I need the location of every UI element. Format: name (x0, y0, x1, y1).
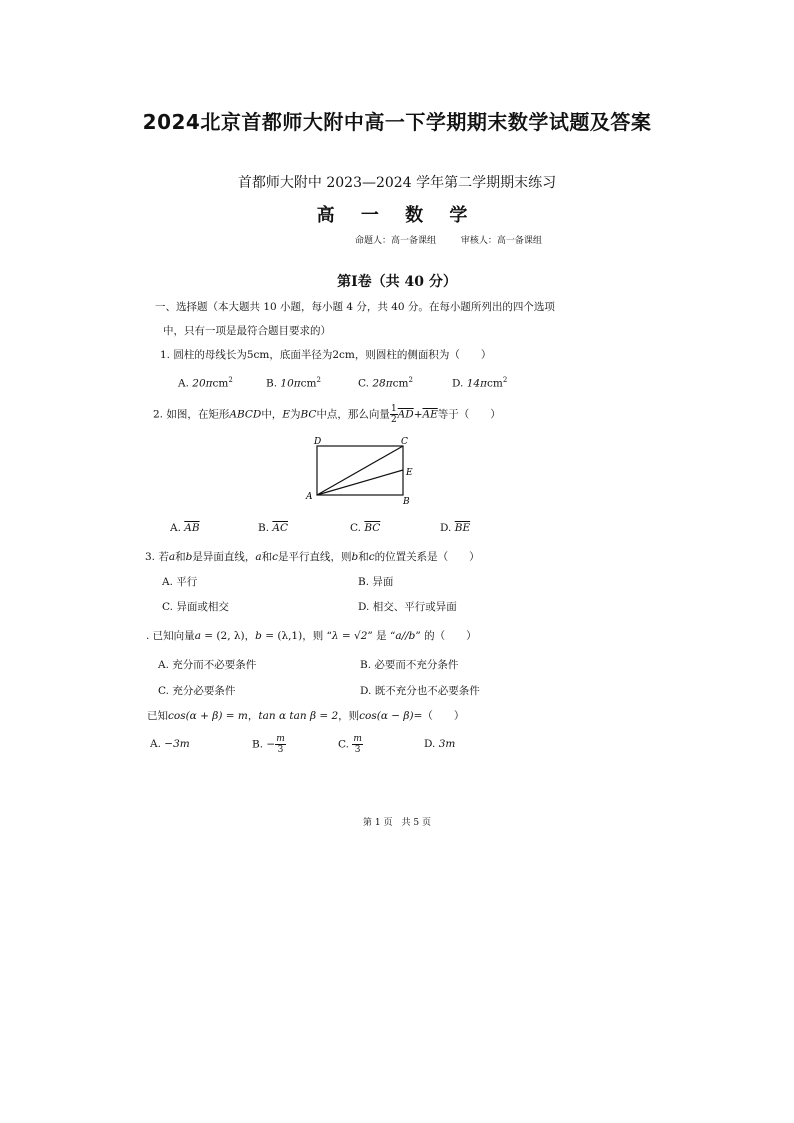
q2-fraction: $\frac{1}{2}$ (390, 404, 397, 425)
segment-ac (317, 446, 403, 495)
q5-option-a: A. −3m (150, 738, 190, 750)
q3-option-d: D. 相交、平行或异面 (358, 601, 457, 613)
section-instruction-1: 一、选择题（本大题共 10 小题，每小题 4 分，共 40 分。在每小题所列出的四个选项 (155, 301, 555, 313)
q1-option-b: B. 10πcm$^2$ (266, 376, 321, 390)
label-e: E (406, 468, 413, 478)
q5-option-d: D. 3m (424, 738, 456, 750)
q5-option-b: B. − $\frac{m}{3}$ (252, 734, 285, 755)
rectangle-figure (300, 432, 420, 507)
q5-b-fraction: $\frac{m}{3}$ (276, 734, 285, 755)
page-footer: 第 1 页 共 5 页 (363, 818, 431, 828)
q4-option-c: C. 充分必要条件 (158, 685, 236, 697)
segment-ae (317, 470, 403, 495)
q5-stem: 已知cos(α + β) = m，tan α tan β = 2，则cos(α − β)=（ ） (147, 710, 465, 722)
label-a: A (306, 492, 313, 502)
label-d: D (314, 437, 322, 447)
q1-option-d: D. 14πcm$^2$ (452, 376, 508, 390)
q2-option-c: C. $\overline{BC}$ (350, 522, 381, 534)
credits-line (355, 233, 564, 246)
q2-option-a: A. $\overline{AB}$ (170, 522, 200, 534)
q3-option-b: B. 异面 (358, 576, 394, 588)
label-c: C (401, 437, 408, 447)
reviewer-credit: 审核人：高一备课组 (460, 236, 542, 246)
q3-stem: 3. 若a和b是异面直线，a和c是平行直线，则b和c的位置关系是（ ） (145, 551, 480, 563)
subject-title: 高 一 数 学 (316, 205, 478, 226)
q2-option-d: D. $\overline{BE}$ (440, 522, 471, 534)
page-title: 2024北京首都师大附中高一下学期期末数学试题及答案 (142, 110, 652, 134)
q1-option-c: C. 28πcm$^2$ (358, 376, 413, 390)
q4-option-b: B. 必要而不充分条件 (360, 659, 459, 671)
q5-c-fraction: $\frac{m}{3}$ (353, 734, 362, 755)
q3-option-c: C. 异面或相交 (162, 601, 229, 613)
q2-stem: 2. 如图，在矩形ABCD中，E为BC中点，那么向量 $\frac{1}{2}$ $\overline{AD}+\overline{AE}$等于（ ） (153, 404, 501, 425)
q1-stem: 1. 圆柱的母线长为5cm，底面半径为2cm，则圆柱的侧面积为（ ） (160, 349, 492, 361)
section-instruction-2: 中，只有一项是最符合题目要求的） (163, 325, 331, 337)
q1-option-a: A. 20πcm$^2$ (178, 376, 233, 390)
label-b: B (403, 497, 410, 507)
author-credit: 命题人：高一备课组 (355, 236, 437, 246)
school-line: 首都师大附中 2023—2024 学年第二学期期末练习 (237, 175, 557, 191)
q4-option-a: A. 充分而不必要条件 (158, 659, 257, 671)
q5-option-c: C. $\frac{m}{3}$ (338, 734, 362, 755)
section-title: 第Ⅰ卷（共 40 分） (337, 274, 457, 290)
q4-stem: . 已知向量a = (2, λ)，b = (λ,1)，则 “λ = √2” 是 “a//b” 的（ ） (146, 630, 477, 642)
q2-option-b: B. $\overline{AC}$ (258, 522, 289, 534)
q3-option-a: A. 平行 (162, 576, 198, 588)
q4-option-d: D. 既不充分也不必要条件 (360, 685, 480, 697)
